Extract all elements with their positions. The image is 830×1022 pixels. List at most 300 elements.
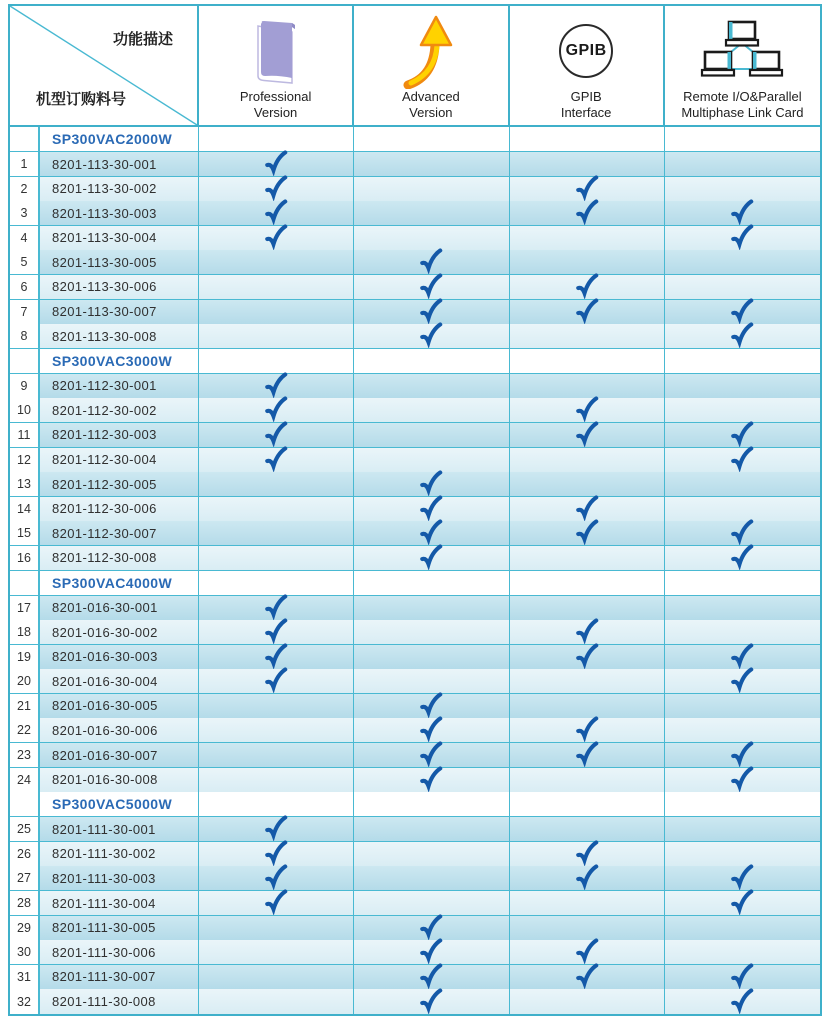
checkmark-icon bbox=[575, 618, 599, 644]
feature-cell-gpib bbox=[510, 546, 665, 570]
checkmark-icon bbox=[264, 815, 288, 841]
table-row bbox=[10, 718, 820, 743]
row-number-cell: 24 bbox=[10, 768, 40, 792]
feature-cell bbox=[665, 792, 820, 816]
part-number-cell: 8201-113-30-002 bbox=[40, 177, 199, 201]
feature-cell-professional bbox=[199, 423, 354, 447]
feature-cell-gpib bbox=[510, 521, 665, 545]
feature-cell bbox=[510, 127, 665, 151]
column-header-gpib bbox=[510, 6, 665, 125]
row-number-cell: 17 bbox=[10, 596, 40, 620]
feature-cell-gpib bbox=[510, 743, 665, 767]
table-row bbox=[10, 521, 820, 546]
table-row bbox=[10, 645, 820, 670]
feature-cell-gpib bbox=[510, 177, 665, 201]
row-number-cell: 27 bbox=[10, 866, 40, 890]
checkmark-icon bbox=[575, 643, 599, 669]
row-number-cell bbox=[10, 571, 40, 595]
table-row bbox=[10, 620, 820, 645]
part-number-cell: 8201-113-30-003 bbox=[40, 201, 199, 225]
table-row bbox=[10, 965, 820, 990]
feature-cell-professional bbox=[199, 596, 354, 620]
feature-cell bbox=[199, 127, 354, 151]
feature-cell-gpib bbox=[510, 891, 665, 915]
feature-cell-remote bbox=[665, 718, 820, 742]
feature-cell-professional bbox=[199, 226, 354, 250]
section-title-cell bbox=[40, 127, 199, 151]
feature-cell-gpib bbox=[510, 989, 665, 1014]
feature-cell-professional bbox=[199, 669, 354, 693]
feature-cell-remote bbox=[665, 842, 820, 866]
row-number-cell: 32 bbox=[10, 989, 40, 1014]
part-number-cell: 8201-111-30-004 bbox=[40, 891, 199, 915]
table-row bbox=[10, 842, 820, 867]
feature-cell-advanced bbox=[354, 817, 509, 841]
feature-cell-advanced bbox=[354, 989, 509, 1014]
part-number-cell: 8201-016-30-008 bbox=[40, 768, 199, 792]
part-number-cell: 8201-111-30-002 bbox=[40, 842, 199, 866]
feature-cell-advanced bbox=[354, 743, 509, 767]
row-number-cell: 26 bbox=[10, 842, 40, 866]
part-number-cell: 8201-112-30-006 bbox=[40, 497, 199, 521]
row-number-cell: 1 bbox=[10, 152, 40, 176]
feature-cell-professional bbox=[199, 324, 354, 348]
column-label: GPIB Interface bbox=[560, 89, 612, 121]
row-number-cell: 2 bbox=[10, 177, 40, 201]
part-number-cell: 8201-016-30-002 bbox=[40, 620, 199, 644]
feature-cell-advanced bbox=[354, 472, 509, 496]
table-row bbox=[10, 497, 820, 522]
feature-cell-gpib bbox=[510, 718, 665, 742]
checkmark-icon bbox=[730, 298, 754, 324]
feature-cell-professional bbox=[199, 866, 354, 890]
part-number-cell: 8201-111-30-003 bbox=[40, 866, 199, 890]
checkmark-icon bbox=[264, 643, 288, 669]
part-number-cell: 8201-112-30-004 bbox=[40, 448, 199, 472]
feature-cell-gpib bbox=[510, 300, 665, 324]
checkmark-icon bbox=[419, 519, 443, 545]
table-row bbox=[10, 226, 820, 251]
row-number-cell bbox=[10, 127, 40, 151]
part-number-cell: 8201-113-30-004 bbox=[40, 226, 199, 250]
feature-cell-professional bbox=[199, 940, 354, 964]
checkmark-icon bbox=[575, 519, 599, 545]
part-number-cell: 8201-113-30-001 bbox=[40, 152, 199, 176]
feature-cell-remote bbox=[665, 669, 820, 693]
checkmark-icon bbox=[419, 938, 443, 964]
table-row bbox=[10, 596, 820, 621]
part-number-cell: 8201-113-30-008 bbox=[40, 324, 199, 348]
checkmark-icon bbox=[264, 864, 288, 890]
checkmark-icon bbox=[730, 643, 754, 669]
feature-cell-remote bbox=[665, 448, 820, 472]
part-number-cell: 8201-112-30-007 bbox=[40, 521, 199, 545]
checkmark-icon bbox=[419, 914, 443, 940]
feature-cell-remote bbox=[665, 152, 820, 176]
section-title: SP300VAC3000W bbox=[52, 352, 173, 369]
feature-cell-remote bbox=[665, 546, 820, 570]
checkmark-icon bbox=[575, 741, 599, 767]
feature-cell-remote bbox=[665, 866, 820, 890]
part-number-cell: 8201-016-30-006 bbox=[40, 718, 199, 742]
checkmark-icon bbox=[730, 224, 754, 250]
row-number-cell: 23 bbox=[10, 743, 40, 767]
part-number-cell: 8201-111-30-007 bbox=[40, 965, 199, 989]
feature-cell-remote bbox=[665, 374, 820, 398]
row-number-cell: 29 bbox=[10, 916, 40, 940]
feature-cell-remote bbox=[665, 497, 820, 521]
checkmark-icon bbox=[419, 495, 443, 521]
checkmark-icon bbox=[264, 421, 288, 447]
column-header-professional bbox=[199, 6, 354, 125]
model-part-number-label: 机型订购料号 bbox=[36, 91, 127, 108]
checkmark-icon bbox=[264, 199, 288, 225]
feature-cell-professional bbox=[199, 177, 354, 201]
feature-cell-gpib bbox=[510, 374, 665, 398]
feature-cell-professional bbox=[199, 472, 354, 496]
checkmark-icon bbox=[575, 421, 599, 447]
checkmark-icon bbox=[575, 938, 599, 964]
table-row bbox=[10, 817, 820, 842]
checkmark-icon bbox=[264, 840, 288, 866]
row-number-cell: 12 bbox=[10, 448, 40, 472]
feature-cell-gpib bbox=[510, 472, 665, 496]
feature-cell-professional bbox=[199, 152, 354, 176]
feature-cell-advanced bbox=[354, 620, 509, 644]
row-number-cell: 30 bbox=[10, 940, 40, 964]
checkmark-icon bbox=[575, 175, 599, 201]
checkmark-icon bbox=[575, 273, 599, 299]
checkmark-icon bbox=[419, 963, 443, 989]
feature-cell-advanced bbox=[354, 669, 509, 693]
feature-cell-advanced bbox=[354, 940, 509, 964]
feature-cell-professional bbox=[199, 694, 354, 718]
feature-cell-remote bbox=[665, 177, 820, 201]
table-row bbox=[10, 989, 820, 1014]
table-row bbox=[10, 768, 820, 793]
row-number-cell: 13 bbox=[10, 472, 40, 496]
checkmark-icon bbox=[264, 889, 288, 915]
row-number-cell: 4 bbox=[10, 226, 40, 250]
feature-cell-professional bbox=[199, 374, 354, 398]
feature-cell-remote bbox=[665, 596, 820, 620]
feature-cell-remote bbox=[665, 521, 820, 545]
table-row bbox=[10, 275, 820, 300]
feature-cell-remote bbox=[665, 743, 820, 767]
part-number-cell: 8201-016-30-003 bbox=[40, 645, 199, 669]
checkmark-icon bbox=[730, 421, 754, 447]
row-number-cell: 10 bbox=[10, 398, 40, 422]
corner-header-cell bbox=[10, 6, 199, 125]
feature-cell-advanced bbox=[354, 842, 509, 866]
column-label: Advanced Version bbox=[401, 89, 460, 121]
feature-cell-professional bbox=[199, 497, 354, 521]
part-number-cell: 8201-016-30-007 bbox=[40, 743, 199, 767]
section-header-row bbox=[10, 127, 820, 152]
part-number-cell: 8201-111-30-006 bbox=[40, 940, 199, 964]
feature-cell-remote bbox=[665, 989, 820, 1014]
feature-cell-advanced bbox=[354, 891, 509, 915]
feature-cell-advanced bbox=[354, 965, 509, 989]
feature-cell-remote bbox=[665, 324, 820, 348]
part-number-cell: 8201-016-30-001 bbox=[40, 596, 199, 620]
network-computers-icon bbox=[698, 13, 786, 89]
feature-cell bbox=[510, 571, 665, 595]
column-label: Remote I/O&Parallel Multiphase Link Card bbox=[681, 89, 804, 121]
section-title-cell bbox=[40, 571, 199, 595]
checkmark-icon bbox=[419, 273, 443, 299]
part-number-cell: 8201-111-30-001 bbox=[40, 817, 199, 841]
feature-cell bbox=[354, 571, 509, 595]
feature-cell-advanced bbox=[354, 521, 509, 545]
feature-cell-professional bbox=[199, 645, 354, 669]
feature-cell-advanced bbox=[354, 398, 509, 422]
column-header-advanced bbox=[354, 6, 509, 125]
checkmark-icon bbox=[575, 199, 599, 225]
feature-cell-gpib bbox=[510, 694, 665, 718]
checkmark-icon bbox=[730, 322, 754, 348]
row-number-cell: 14 bbox=[10, 497, 40, 521]
feature-cell-advanced bbox=[354, 718, 509, 742]
row-number-cell bbox=[10, 349, 40, 373]
table-row bbox=[10, 891, 820, 916]
row-number-cell: 25 bbox=[10, 817, 40, 841]
feature-cell-remote bbox=[665, 645, 820, 669]
row-number-cell bbox=[10, 792, 40, 816]
row-number-cell: 3 bbox=[10, 201, 40, 225]
row-number-cell: 20 bbox=[10, 669, 40, 693]
table-row bbox=[10, 916, 820, 941]
checkmark-icon bbox=[730, 519, 754, 545]
feature-description-label: 功能描述 bbox=[112, 31, 173, 48]
table-row bbox=[10, 472, 820, 497]
feature-cell-gpib bbox=[510, 398, 665, 422]
feature-cell-advanced bbox=[354, 275, 509, 299]
table-row bbox=[10, 201, 820, 226]
feature-cell bbox=[199, 792, 354, 816]
feature-cell-gpib bbox=[510, 226, 665, 250]
feature-cell-remote bbox=[665, 620, 820, 644]
feature-cell-remote bbox=[665, 250, 820, 274]
feature-cell bbox=[510, 792, 665, 816]
checkmark-icon bbox=[575, 396, 599, 422]
feature-cell-remote bbox=[665, 472, 820, 496]
part-number-cell: 8201-112-30-002 bbox=[40, 398, 199, 422]
row-number-cell: 28 bbox=[10, 891, 40, 915]
feature-cell-advanced bbox=[354, 694, 509, 718]
feature-cell bbox=[354, 349, 509, 373]
table-row bbox=[10, 546, 820, 571]
part-number-cell: 8201-113-30-007 bbox=[40, 300, 199, 324]
table-row bbox=[10, 250, 820, 275]
feature-cell-advanced bbox=[354, 497, 509, 521]
part-number-cell: 8201-111-30-005 bbox=[40, 916, 199, 940]
checkmark-icon bbox=[730, 864, 754, 890]
table-row bbox=[10, 743, 820, 768]
checkmark-icon bbox=[575, 840, 599, 866]
feature-cell-advanced bbox=[354, 177, 509, 201]
up-arrow-icon bbox=[402, 13, 460, 89]
part-number-cell: 8201-016-30-005 bbox=[40, 694, 199, 718]
row-number-cell: 22 bbox=[10, 718, 40, 742]
table-row bbox=[10, 324, 820, 349]
feature-cell-advanced bbox=[354, 152, 509, 176]
feature-cell-professional bbox=[199, 398, 354, 422]
table-row bbox=[10, 669, 820, 694]
feature-cell-remote bbox=[665, 916, 820, 940]
checkmark-icon bbox=[419, 741, 443, 767]
table-row bbox=[10, 940, 820, 965]
feature-cell-gpib bbox=[510, 965, 665, 989]
checkmark-icon bbox=[575, 298, 599, 324]
feature-cell bbox=[354, 127, 509, 151]
checkmark-icon bbox=[419, 322, 443, 348]
feature-cell-advanced bbox=[354, 546, 509, 570]
feature-cell-professional bbox=[199, 989, 354, 1014]
gpib-circle-icon: GPIB bbox=[559, 13, 613, 89]
feature-cell-gpib bbox=[510, 940, 665, 964]
section-title: SP300VAC2000W bbox=[52, 131, 173, 147]
row-number-cell: 6 bbox=[10, 275, 40, 299]
feature-cell-gpib bbox=[510, 817, 665, 841]
feature-cell-gpib bbox=[510, 596, 665, 620]
feature-cell-advanced bbox=[354, 201, 509, 225]
row-number-cell: 7 bbox=[10, 300, 40, 324]
feature-cell-advanced bbox=[354, 916, 509, 940]
feature-cell-advanced bbox=[354, 866, 509, 890]
row-number-cell: 15 bbox=[10, 521, 40, 545]
table-row bbox=[10, 177, 820, 202]
feature-cell-gpib bbox=[510, 866, 665, 890]
feature-cell-professional bbox=[199, 965, 354, 989]
feature-cell-remote bbox=[665, 694, 820, 718]
part-number-cell: 8201-112-30-003 bbox=[40, 423, 199, 447]
feature-cell-gpib bbox=[510, 916, 665, 940]
table-row bbox=[10, 694, 820, 719]
checkmark-icon bbox=[264, 224, 288, 250]
checkmark-icon bbox=[730, 199, 754, 225]
checkmark-icon bbox=[264, 446, 288, 472]
feature-cell-gpib bbox=[510, 497, 665, 521]
checkmark-icon bbox=[730, 741, 754, 767]
feature-cell-professional bbox=[199, 448, 354, 472]
feature-cell-professional bbox=[199, 250, 354, 274]
feature-cell-remote bbox=[665, 940, 820, 964]
feature-cell-professional bbox=[199, 743, 354, 767]
feature-cell-advanced bbox=[354, 226, 509, 250]
feature-cell-remote bbox=[665, 817, 820, 841]
section-title: SP300VAC5000W bbox=[52, 796, 173, 813]
checkmark-icon bbox=[264, 150, 288, 176]
part-number-cell: 8201-111-30-008 bbox=[40, 989, 199, 1014]
column-header-remote bbox=[665, 6, 820, 125]
checkmark-icon bbox=[419, 470, 443, 496]
feature-cell-remote bbox=[665, 201, 820, 225]
part-number-cell: 8201-113-30-005 bbox=[40, 250, 199, 274]
table-row bbox=[10, 300, 820, 325]
row-number-cell: 19 bbox=[10, 645, 40, 669]
table-row bbox=[10, 448, 820, 473]
feature-cell-professional bbox=[199, 521, 354, 545]
feature-cell-advanced bbox=[354, 250, 509, 274]
feature-cell-remote bbox=[665, 423, 820, 447]
part-number-cell: 8201-112-30-008 bbox=[40, 546, 199, 570]
checkmark-icon bbox=[419, 544, 443, 570]
feature-cell-remote bbox=[665, 768, 820, 792]
table-row bbox=[10, 398, 820, 423]
row-number-cell: 16 bbox=[10, 546, 40, 570]
row-number-cell: 8 bbox=[10, 324, 40, 348]
checkmark-icon bbox=[419, 716, 443, 742]
feature-cell bbox=[354, 792, 509, 816]
checkmark-icon bbox=[730, 988, 754, 1014]
feature-cell-advanced bbox=[354, 300, 509, 324]
part-number-cell: 8201-016-30-004 bbox=[40, 669, 199, 693]
checkmark-icon bbox=[419, 248, 443, 274]
column-label: Professional Version bbox=[239, 89, 312, 121]
checkmark-icon bbox=[264, 667, 288, 693]
part-number-cell: 8201-112-30-001 bbox=[40, 374, 199, 398]
feature-cell bbox=[510, 349, 665, 373]
checkmark-icon bbox=[575, 864, 599, 890]
checkmark-icon bbox=[264, 175, 288, 201]
feature-cell bbox=[199, 571, 354, 595]
feature-cell-gpib bbox=[510, 324, 665, 348]
checkmark-icon bbox=[730, 667, 754, 693]
checkmark-icon bbox=[419, 298, 443, 324]
feature-cell-professional bbox=[199, 546, 354, 570]
feature-cell-professional bbox=[199, 842, 354, 866]
feature-cell bbox=[665, 349, 820, 373]
table-body bbox=[10, 127, 820, 1014]
feature-cell-remote bbox=[665, 300, 820, 324]
feature-cell-advanced bbox=[354, 645, 509, 669]
part-number-cell: 8201-112-30-005 bbox=[40, 472, 199, 496]
feature-cell-remote bbox=[665, 226, 820, 250]
feature-cell-professional bbox=[199, 275, 354, 299]
feature-cell-advanced bbox=[354, 423, 509, 447]
checkmark-icon bbox=[730, 963, 754, 989]
feature-cell-gpib bbox=[510, 768, 665, 792]
feature-cell-professional bbox=[199, 768, 354, 792]
section-header-row bbox=[10, 349, 820, 374]
row-number-cell: 21 bbox=[10, 694, 40, 718]
feature-cell-gpib bbox=[510, 448, 665, 472]
checkmark-icon bbox=[264, 372, 288, 398]
feature-cell-advanced bbox=[354, 374, 509, 398]
checkmark-icon bbox=[730, 446, 754, 472]
feature-cell bbox=[665, 571, 820, 595]
feature-cell-remote bbox=[665, 965, 820, 989]
feature-cell-remote bbox=[665, 891, 820, 915]
section-header-row bbox=[10, 792, 820, 817]
feature-cell-professional bbox=[199, 620, 354, 644]
feature-cell-professional bbox=[199, 300, 354, 324]
table-header-row bbox=[10, 6, 820, 127]
checkmark-icon bbox=[575, 495, 599, 521]
feature-cell-gpib bbox=[510, 201, 665, 225]
part-number-cell: 8201-113-30-006 bbox=[40, 275, 199, 299]
feature-cell-gpib bbox=[510, 645, 665, 669]
checkmark-icon bbox=[730, 544, 754, 570]
checkmark-icon bbox=[730, 889, 754, 915]
feature-cell-gpib bbox=[510, 669, 665, 693]
table-row bbox=[10, 423, 820, 448]
feature-cell-advanced bbox=[354, 448, 509, 472]
row-number-cell: 5 bbox=[10, 250, 40, 274]
feature-cell bbox=[199, 349, 354, 373]
feature-cell-advanced bbox=[354, 596, 509, 620]
